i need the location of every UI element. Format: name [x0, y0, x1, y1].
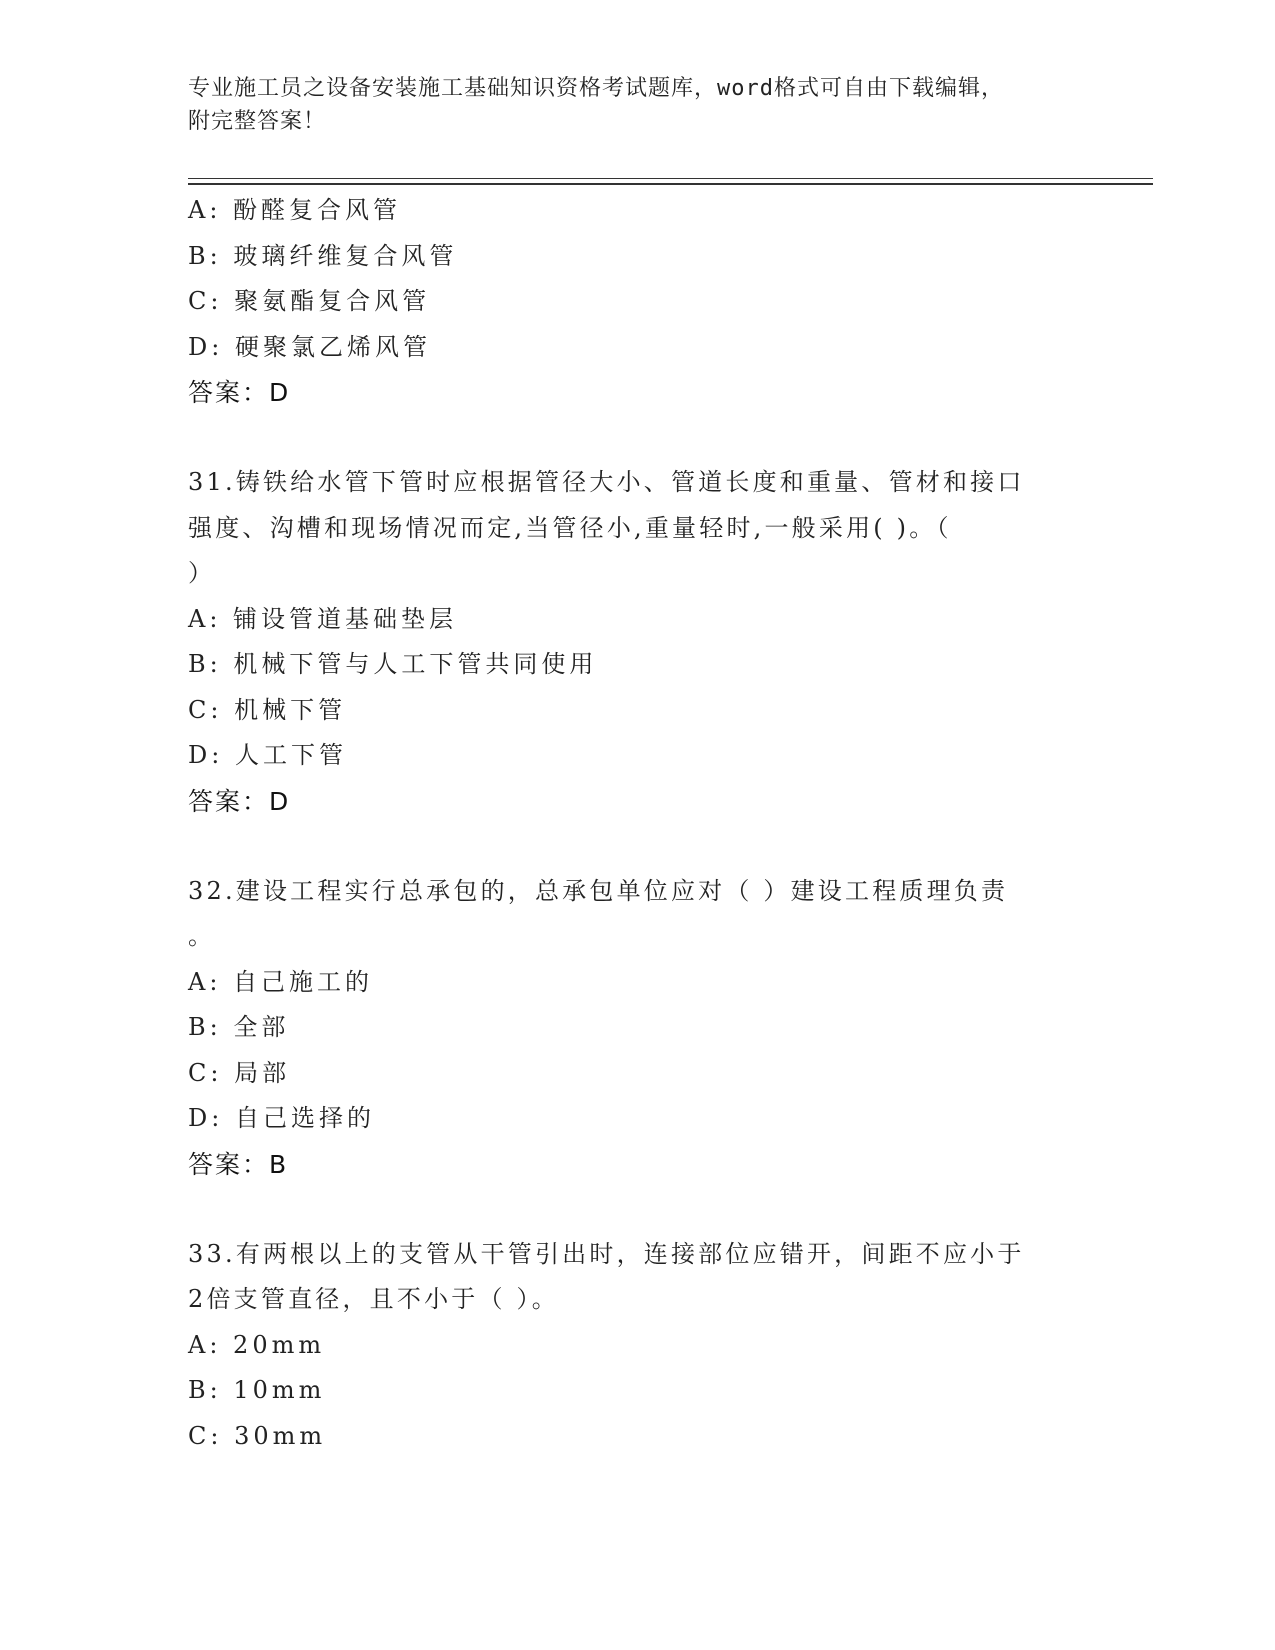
option-b: B: 机械下管与人工下管共同使用	[188, 650, 598, 678]
option-a: A: 自己施工的	[188, 967, 374, 996]
question-text-line: 2倍支管直径，且不小于（ ）。	[188, 1285, 559, 1313]
option-b: B: 玻璃纤维复合风管	[188, 241, 458, 270]
question-31	[188, 460, 1088, 825]
question-text-line: ）	[188, 559, 216, 587]
answer: 答案：D	[188, 378, 291, 407]
option-c: C: 聚氨酯复合风管	[188, 287, 431, 315]
question-32	[188, 869, 1088, 1188]
option-b: B: 10mm	[188, 1376, 326, 1404]
header-rule-bottom	[188, 183, 1153, 185]
option-c: C: 30mm	[188, 1421, 327, 1450]
header-rule-top	[188, 178, 1153, 179]
option-b: B: 全部	[188, 1013, 290, 1041]
question-text	[188, 1232, 1068, 1323]
option-c: C: 机械下管	[188, 695, 347, 724]
question-text	[188, 460, 1068, 597]
question-text-line: 32.建设工程实行总承包的，总承包单位应对（ ）建设工程质理负责	[188, 876, 1009, 905]
question-33	[188, 1232, 1088, 1460]
question-text-line: 强度、沟槽和现场情况而定,当管径小,重量轻时,一般采用( )。（	[188, 513, 952, 542]
option-a: A: 20mm	[188, 1330, 326, 1359]
header-line-2: 附完整答案！	[188, 109, 327, 134]
question-text-line: 33.有两根以上的支管从干管引出时，连接部位应错开，间距不应小于	[188, 1239, 1025, 1268]
option-c: C: 局部	[188, 1058, 291, 1087]
question-text-line: 31.铸铁给水管下管时应根据管径大小、管道长度和重量、管材和接口	[188, 468, 1025, 496]
question-30	[188, 188, 1088, 416]
option-d: D: 硬聚氯乙烯风管	[188, 332, 431, 361]
answer: 答案：B	[188, 1149, 289, 1179]
question-text-line: 。	[188, 922, 216, 950]
option-d: D: 人工下管	[188, 741, 347, 769]
question-content	[188, 188, 1088, 1459]
option-a: A: 酚醛复合风管	[188, 196, 402, 224]
page-header	[188, 72, 1088, 138]
answer: 答案：D	[188, 786, 291, 816]
header-line-1: 专业施工员之设备安装施工基础知识资格考试题库，word格式可自由下载编辑，	[188, 76, 1004, 101]
option-d: D: 自己选择的	[188, 1104, 375, 1132]
question-text	[188, 869, 1068, 960]
option-a: A: 铺设管道基础垫层	[188, 604, 458, 633]
